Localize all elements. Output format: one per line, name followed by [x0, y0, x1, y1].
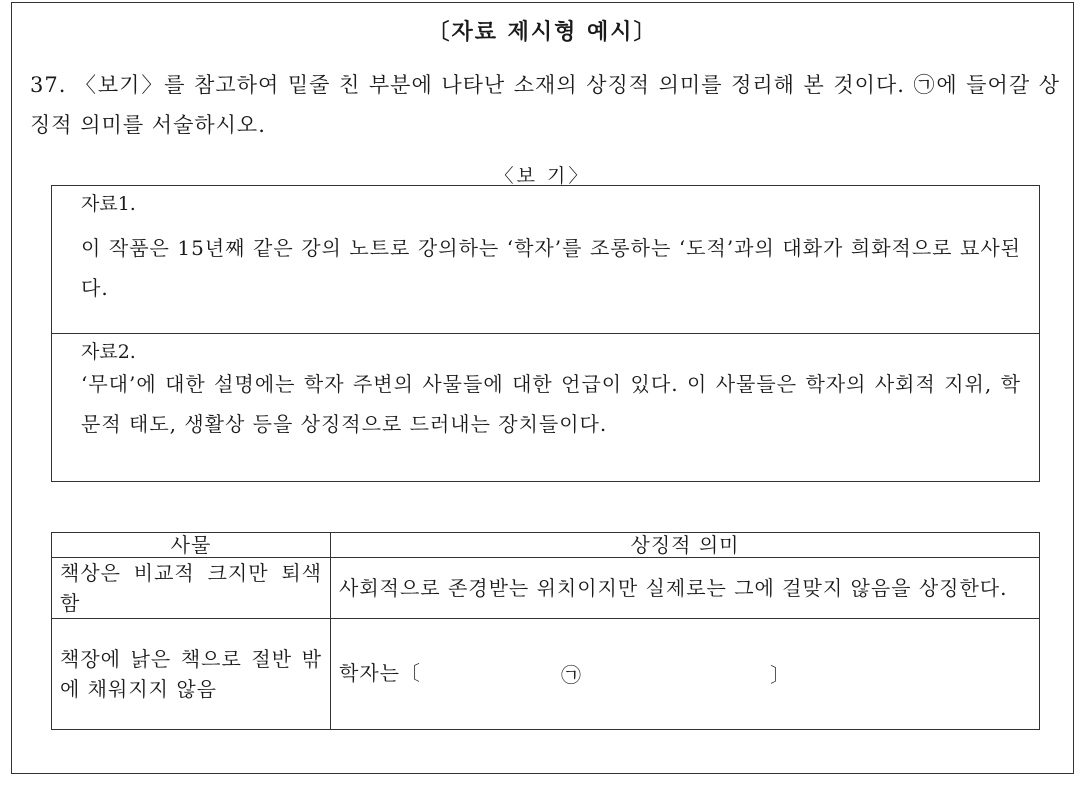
table-cell-meaning: 사회적으로 존경받는 위치이지만 실제로는 그에 걸맞지 않음을 상징한다.	[331, 558, 1040, 619]
bogi-section-2	[52, 334, 1039, 482]
table-cell-object	[52, 619, 331, 730]
table-cell-meaning	[331, 619, 1040, 730]
bogi-title: 〈보 기〉	[494, 165, 591, 187]
question-marker: ㉠	[913, 73, 937, 97]
question-text-after: 에 들어갈 상징적 의미를 서술하시오.	[30, 73, 1060, 137]
page-title: 〔자료 제시형 예시〕	[427, 20, 658, 45]
bogi-section-1	[52, 186, 1039, 334]
bogi-box	[51, 185, 1040, 482]
answer-prefix: 학자는〔	[339, 661, 421, 686]
bogi-section-label: 자료2.	[81, 341, 136, 363]
question-text-before: 37. 〈보기〉를 참고하여 밑줄 친 부분에 나타난 소재의 상징적 의미를 정리해 본 것이다.	[30, 73, 914, 97]
table-header-meaning: 상징적 의미	[331, 533, 1040, 558]
table-cell-object	[52, 558, 331, 619]
table-row	[52, 619, 1040, 730]
object-text: 책상은 비교적 크지만 퇴색함	[60, 561, 322, 615]
table-header-row	[52, 533, 1040, 558]
document-frame	[11, 2, 1074, 774]
bogi-section-text: ‘무대’에 대한 설명에는 학자 주변의 사물들에 대한 언급이 있다. 이 사물들은 학자의 사회적 지위, 학문적 태도, 생활상 등을 상징적으로 드러내는 장치들이다.	[81, 372, 1021, 436]
symbol-table	[51, 532, 1040, 730]
bogi-section-label: 자료1.	[81, 193, 136, 215]
question-text	[30, 65, 1060, 145]
bogi-section-text: 이 작품은 15년째 같은 강의 노트로 강의하는 ‘학자’를 조롱하는 ‘도적’과의 대화가 희화적으로 묘사된다.	[81, 236, 1021, 300]
blank-marker: ㉠	[560, 662, 582, 687]
table-header-object: 사물	[52, 533, 331, 558]
table-row	[52, 558, 1040, 619]
answer-blank[interactable]	[421, 660, 791, 690]
object-text: 책장에 낡은 책으로 절반 밖에 채워지지 않음	[60, 647, 322, 701]
answer-suffix: 〕	[769, 662, 791, 687]
